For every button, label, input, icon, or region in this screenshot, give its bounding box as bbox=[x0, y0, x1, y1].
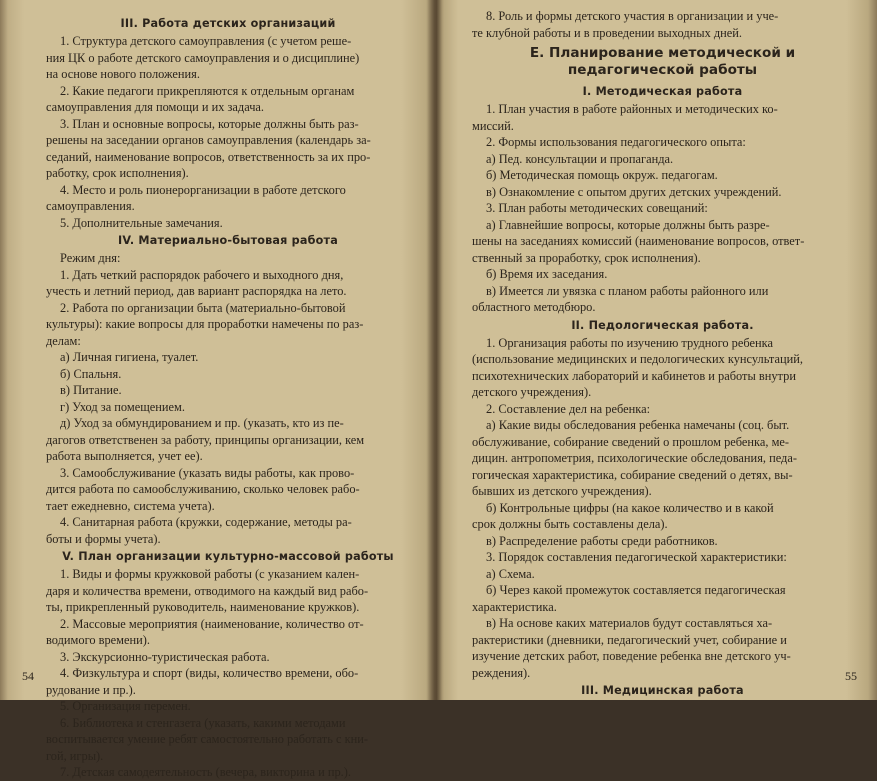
text-line: а) Главнейшие вопросы, которые должны быть разре- bbox=[486, 217, 770, 232]
text-line: 3. Самообслуживание (указать виды работы, как прово- bbox=[60, 465, 355, 480]
text-line: срок должны быть составлены дела). bbox=[472, 517, 668, 531]
text-line: 6. Библиотека и стенгазета (указать, какими методами bbox=[60, 715, 346, 730]
text-line: изучение детских работ, поведение ребенка вне детского уч- bbox=[472, 649, 791, 663]
text-line: 1. План участия в работе районных и методических ко- bbox=[486, 102, 778, 116]
text-line: областного методбюро. bbox=[472, 300, 596, 314]
text-line: седаний, наименование вопросов, ответственность за их про- bbox=[46, 149, 371, 164]
text-line: 5. Организация перемен. bbox=[60, 699, 191, 713]
methodical-heading: I. Методическая работа bbox=[582, 85, 743, 98]
text-line: даря и количества времени, отводимого на каждый вид рабо- bbox=[46, 583, 369, 598]
text-line: 3. Порядок составления педагогической характеристики: bbox=[486, 550, 787, 564]
text-line: г) Уход за помещением. bbox=[60, 399, 185, 414]
section-4-heading: IV. Материально-бытовая работа bbox=[118, 234, 338, 247]
text-line: а) Какие виды обследования ребенка намечаны (соц. быт. bbox=[486, 418, 790, 432]
text-line: дагогов ответственен за работу, принципы организации, кем bbox=[46, 432, 365, 447]
text-line: (использование медицинских и педологических кунсультаций, bbox=[472, 352, 803, 366]
section-3-heading: III. Работа детских организаций bbox=[120, 17, 336, 30]
text-line: 3. План работы методических совещаний: bbox=[486, 201, 708, 215]
text-line: работку, срок исполнения). bbox=[46, 166, 189, 180]
text-line: 4. Физкультура и спорт (виды, количество времени, обо- bbox=[60, 666, 359, 680]
text-line: 1. Дать четкий распорядок рабочего и выходного дня, bbox=[60, 267, 344, 282]
text-line: 1. Организация работы по изучению трудного ребенка bbox=[486, 335, 773, 350]
text-line: Режим дня: bbox=[60, 251, 121, 265]
part-e-heading: Е. Планирование методической и педагогической работы bbox=[529, 45, 796, 78]
text-line: тает ежедневно, система учета). bbox=[46, 498, 215, 513]
text-line: б) Через какой промежуток составляется педагогическая bbox=[486, 583, 786, 597]
text-line: ственный за проработку, срок исполнения). bbox=[472, 250, 701, 265]
text-line: 2. Работа по организации быта (материально-бытовой bbox=[60, 300, 346, 315]
medical-heading: III. Медицинская работа bbox=[581, 684, 744, 697]
text-line: в) Ознакомление с опытом других детских учреждений. bbox=[486, 184, 782, 199]
text-line: психотехнических лабораторий и кабинетов и работы внутри bbox=[472, 368, 796, 383]
text-line: 4. Санитарная работа (кружки, содержание, методы ра- bbox=[60, 515, 352, 529]
section-5-heading: V. План организации культурно-массовой работы bbox=[62, 550, 394, 563]
text-line: 4. Место и роль пионерорганизации в работе детского bbox=[60, 182, 346, 197]
text-line: б) Методическая помощь окруж. педагогам. bbox=[486, 168, 718, 182]
continuation-body bbox=[472, 8, 853, 41]
text-line: учесть и летний период, дав вариант распорядка на лето. bbox=[46, 284, 347, 298]
pedological-heading: II. Педологическая работа. bbox=[571, 318, 754, 332]
text-line: ния ЦК о работе детского самоуправления и о дисциплине) bbox=[46, 50, 360, 65]
text-line: решены на заседании органов самоуправления (календарь за- bbox=[46, 133, 371, 147]
text-line: 2. Формы использования педагогического опыта: bbox=[486, 135, 746, 149]
right-page bbox=[436, 0, 877, 700]
text-line: б) Спальня. bbox=[60, 366, 122, 381]
text-line: детского учреждения). bbox=[472, 385, 592, 399]
text-line: бывших из детского учреждения). bbox=[472, 484, 652, 498]
section-3-body bbox=[46, 33, 410, 231]
text-line: те клубной работы и в проведении выходных дней. bbox=[472, 25, 743, 40]
text-line: в) Имеется ли увязка с планом работы районного или bbox=[486, 283, 769, 298]
text-line: реждения). bbox=[472, 665, 531, 680]
text-line: миссий. bbox=[472, 118, 514, 133]
section-4-body bbox=[46, 250, 410, 547]
text-line: работа выполняется, учет ее). bbox=[46, 449, 203, 463]
section-5-body bbox=[46, 566, 410, 781]
text-line: в) Питание. bbox=[60, 383, 122, 397]
text-line: в) На основе каких материалов будут составляться ха- bbox=[486, 616, 773, 630]
text-line: обслуживание, собирание сведений о прошлом ребенка, ме- bbox=[472, 434, 790, 449]
text-line: 3. Экскурсионно-туристическая работа. bbox=[60, 649, 270, 664]
text-line: воспитывается умение ребят самостоятельно работать с кни- bbox=[46, 732, 368, 746]
text-line: б) Время их заседания. bbox=[486, 267, 608, 281]
text-line: ты, прикрепленный руководитель, наименование кружков). bbox=[46, 600, 360, 614]
text-line: гогическая характеристика, собирание сведений о детях, вы- bbox=[472, 467, 793, 482]
text-line: 2. Какие педагоги прикрепляются к отдельным органам bbox=[60, 83, 355, 98]
text-line: а) Пед. консультации и пропаганда. bbox=[486, 151, 674, 166]
pedological-body bbox=[472, 335, 853, 682]
page-number-right: 55 bbox=[845, 669, 857, 683]
page-number-left: 54 bbox=[22, 669, 34, 683]
text-line: д) Уход за обмундированием и пр. (указать, кто из пе- bbox=[60, 416, 344, 430]
text-line: культуры): какие вопросы для проработки намечены по раз- bbox=[46, 317, 364, 331]
text-line: шены на заседаниях комиссий (наименование вопросов, ответ- bbox=[472, 234, 805, 248]
text-line: самоуправления для помощи и их задача. bbox=[46, 100, 265, 114]
text-line: дицин. антропометрия, психологические обследования, педа- bbox=[472, 451, 797, 465]
text-line: 1. Виды и формы кружковой работы (с указанием кален- bbox=[60, 567, 360, 581]
text-line: 2. Составление дел на ребенка: bbox=[486, 401, 651, 416]
text-line: дится работа по самообслуживанию, сколько человек рабо- bbox=[46, 482, 360, 496]
text-line: а) Личная гигиена, туалет. bbox=[60, 350, 199, 364]
book-gutter bbox=[426, 0, 444, 700]
text-line: а) Схема. bbox=[486, 566, 535, 581]
text-line: рактеристики (дневники, педагогический учет, собирание и bbox=[472, 632, 787, 647]
text-line: боты и формы учета). bbox=[46, 531, 161, 546]
text-line: 3. План и основные вопросы, которые должны быть раз- bbox=[60, 116, 359, 131]
text-line: в) Распределение работы среди работников. bbox=[486, 533, 718, 548]
text-line: гой, игры). bbox=[46, 748, 104, 763]
text-line: б) Контрольные цифры (на какое количество и в какой bbox=[486, 500, 774, 515]
text-line: 1. Структура детского самоуправления (с учетом реше- bbox=[60, 34, 352, 48]
text-line: рудование и пр.). bbox=[46, 682, 136, 697]
methodical-body bbox=[472, 101, 853, 316]
text-line: на основе нового положения. bbox=[46, 67, 200, 81]
left-page bbox=[0, 0, 436, 779]
text-line: 8. Роль и формы детского участия в организации и уче- bbox=[486, 9, 779, 23]
text-line: самоуправления. bbox=[46, 199, 135, 213]
text-line: водимого времени). bbox=[46, 633, 151, 647]
text-line: 5. Дополнительные замечания. bbox=[60, 215, 223, 230]
text-line: 7. Детская самодеятельность (вечера, викторина и пр.). bbox=[60, 765, 351, 779]
text-line: 2. Массовые мероприятия (наименование, количество от- bbox=[60, 616, 364, 631]
text-line: характеристика. bbox=[472, 599, 557, 614]
text-line: делам: bbox=[46, 333, 81, 348]
